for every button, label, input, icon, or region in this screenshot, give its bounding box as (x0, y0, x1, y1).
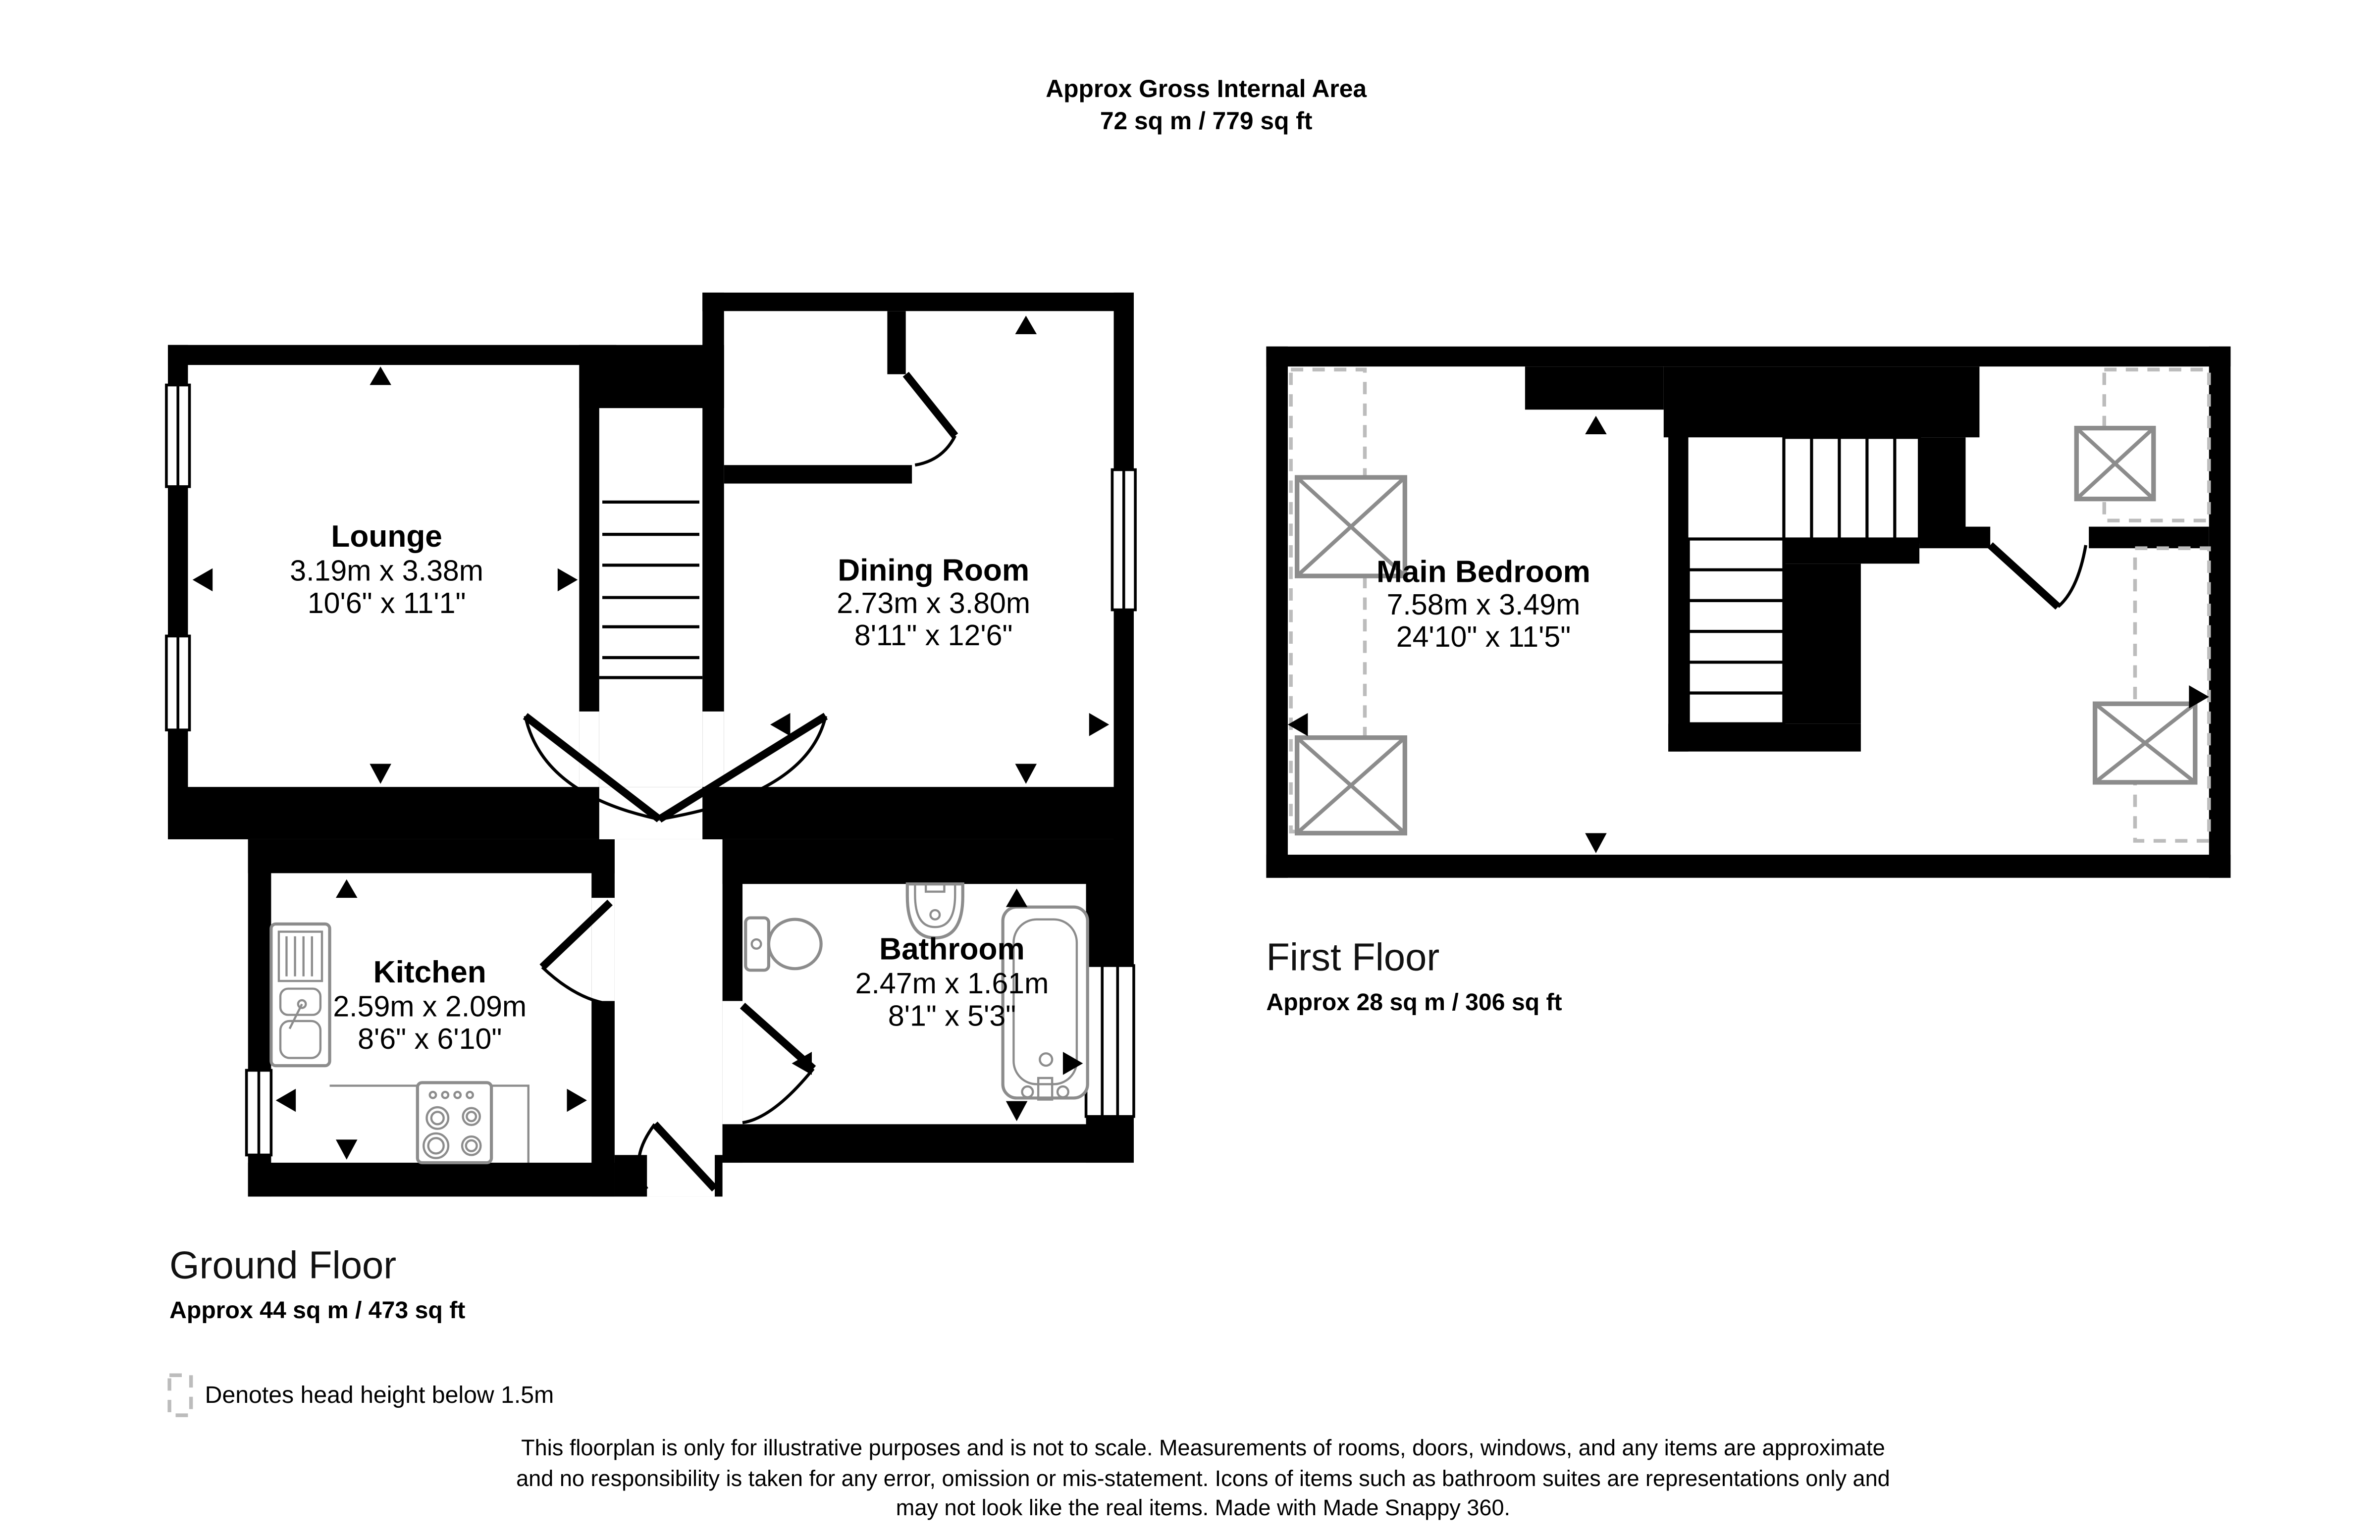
disclaimer-line1: This floorplan is only for illustrative purposes and is not to scale. Measurements of rooms, doors, windows, and any items are approximate (521, 1435, 1885, 1460)
lounge-label (290, 519, 483, 619)
bathroom-imperial: 8'1" x 5'3" (888, 999, 1016, 1032)
kitchen-imperial: 8'6" x 6'10" (358, 1022, 502, 1055)
first-floor-area: Approx 28 sq m / 306 sq ft (1266, 989, 1562, 1016)
basin-icon (907, 884, 963, 938)
disclaimer-line2: and no responsibility is taken for any error, omission or mis-statement. Icons of items such as bathroom suites are representations only and (516, 1466, 1890, 1491)
bathroom-window-icon (1086, 966, 1134, 1117)
lounge-imperial: 10'6" x 11'1" (307, 586, 466, 619)
disclaimer (516, 1435, 1890, 1520)
first-floor-title: First Floor (1266, 936, 1440, 979)
head-height-legend-icon (169, 1375, 191, 1415)
bathroom-metric: 2.47m x 1.61m (855, 967, 1049, 1000)
legend (169, 1375, 554, 1415)
skylight-icon (1297, 738, 1405, 833)
dining-metric: 2.73m x 3.80m (837, 586, 1031, 619)
kitchen-hob-icon (418, 1082, 491, 1163)
legend-text: Denotes head height below 1.5m (205, 1382, 554, 1409)
bathroom-name: Bathroom (879, 932, 1025, 967)
skylight-icon (2076, 428, 2154, 499)
main-bedroom-name: Main Bedroom (1376, 555, 1590, 589)
kitchen-metric: 2.59m x 2.09m (333, 990, 527, 1023)
kitchen-name: Kitchen (373, 955, 486, 990)
lounge-metric: 3.19m x 3.38m (290, 554, 484, 587)
main-bedroom-metric: 7.58m x 3.49m (1386, 588, 1581, 621)
gross-area-title: Approx Gross Internal Area (1046, 74, 1367, 103)
ground-floor-plan (166, 293, 1135, 1197)
entrance-lobby-door-icon (906, 374, 955, 465)
kitchen-window-icon (247, 1070, 271, 1155)
main-bedroom-imperial: 24'10" x 11'5" (1396, 620, 1571, 654)
disclaimer-line3: may not look like the real items. Made with Made Snappy 360. (896, 1495, 1511, 1521)
lounge-window-icon (166, 636, 190, 730)
lounge-name: Lounge (331, 519, 442, 554)
staircase-icon (599, 502, 702, 678)
main-bedroom-label (1376, 555, 1590, 654)
ground-floor-title: Ground Floor (169, 1244, 397, 1287)
ground-floor-area: Approx 44 sq m / 473 sq ft (169, 1297, 466, 1324)
kitchen-label (333, 955, 527, 1055)
dining-name: Dining Room (838, 553, 1030, 588)
dining-imperial: 8'11" x 12'6" (854, 619, 1013, 652)
lounge-window-icon (166, 385, 190, 487)
skylight-icon (2095, 704, 2195, 782)
bedroom-door-icon (1990, 545, 2086, 607)
toilet-icon (745, 918, 821, 971)
gross-area-value: 72 sq m / 779 sq ft (1100, 107, 1313, 135)
dining-room-label (837, 553, 1030, 652)
dining-window-icon (1112, 470, 1135, 610)
first-floor-plan (1266, 347, 2230, 878)
kitchen-sink-icon (271, 924, 329, 1066)
